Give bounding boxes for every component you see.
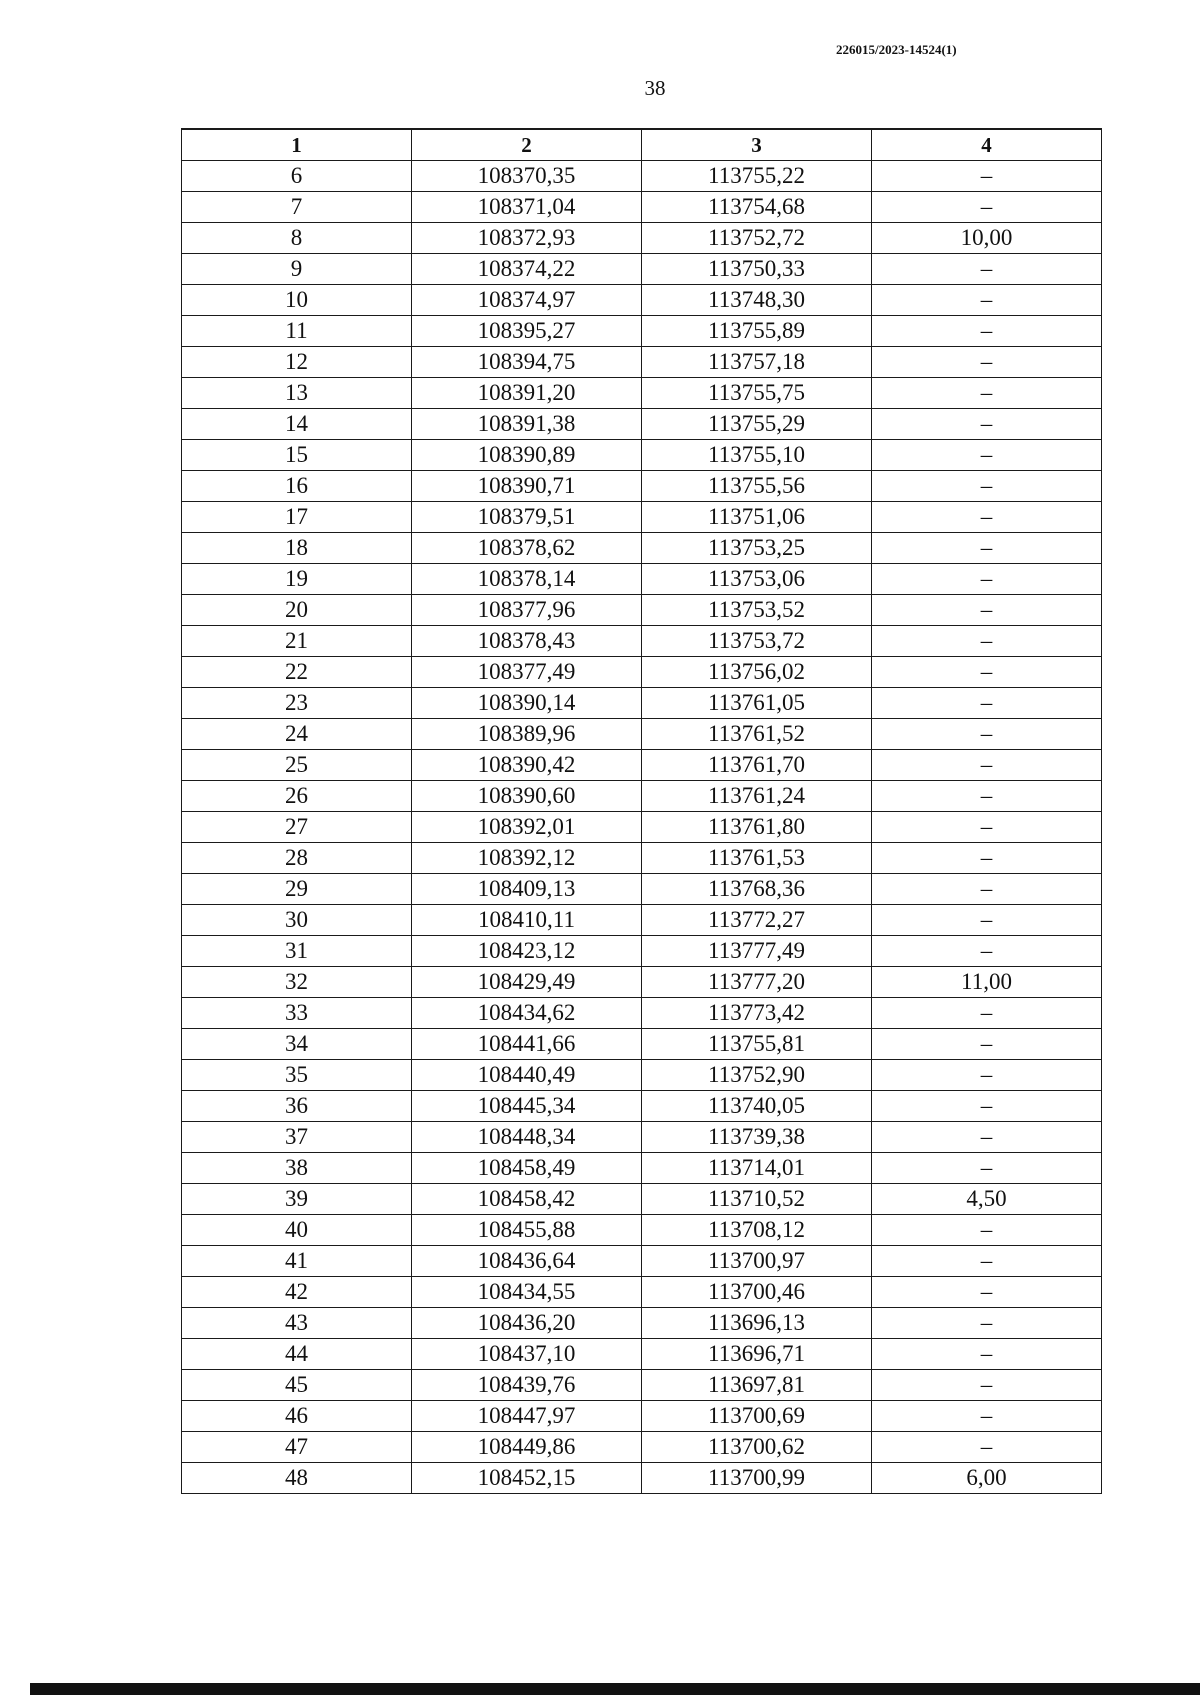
table-cell: 113777,49 <box>642 936 872 967</box>
table-cell: – <box>872 750 1102 781</box>
table-cell: 14 <box>182 409 412 440</box>
table-cell: 113761,05 <box>642 688 872 719</box>
table-cell: – <box>872 1091 1102 1122</box>
table-cell: 108391,20 <box>412 378 642 409</box>
table-cell: 4,50 <box>872 1184 1102 1215</box>
table-cell: 11 <box>182 316 412 347</box>
table-row <box>182 874 1102 905</box>
table-row <box>182 1091 1102 1122</box>
table-cell: 108377,96 <box>412 595 642 626</box>
table-cell: 108374,22 <box>412 254 642 285</box>
table-cell: 113755,22 <box>642 161 872 192</box>
table-cell: 113748,30 <box>642 285 872 316</box>
table-cell: 35 <box>182 1060 412 1091</box>
table-cell: 113752,90 <box>642 1060 872 1091</box>
coordinates-table <box>181 128 1102 1494</box>
page-bottom-edge <box>30 1683 1200 1695</box>
table-cell: 43 <box>182 1308 412 1339</box>
table-cell: 113700,99 <box>642 1463 872 1494</box>
table-cell: 9 <box>182 254 412 285</box>
table-cell: – <box>872 316 1102 347</box>
table-cell: 113740,05 <box>642 1091 872 1122</box>
table-cell: 113761,53 <box>642 843 872 874</box>
table-cell: 108372,93 <box>412 223 642 254</box>
table-cell: 108378,62 <box>412 533 642 564</box>
table-row <box>182 440 1102 471</box>
column-header: 2 <box>412 129 642 161</box>
table-row <box>182 1060 1102 1091</box>
table-cell: – <box>872 843 1102 874</box>
table-header-row <box>182 129 1102 161</box>
table-cell: 108440,49 <box>412 1060 642 1091</box>
table-cell: 113755,29 <box>642 409 872 440</box>
table-row <box>182 1370 1102 1401</box>
table-cell: 113753,52 <box>642 595 872 626</box>
table-cell: 113697,81 <box>642 1370 872 1401</box>
table-cell: 108441,66 <box>412 1029 642 1060</box>
table-cell: 47 <box>182 1432 412 1463</box>
table-cell: 28 <box>182 843 412 874</box>
table-cell: – <box>872 440 1102 471</box>
table-cell: – <box>872 1339 1102 1370</box>
table-cell: 108391,38 <box>412 409 642 440</box>
table-cell: 113751,06 <box>642 502 872 533</box>
table-cell: 108390,42 <box>412 750 642 781</box>
table-row <box>182 1246 1102 1277</box>
table-cell: – <box>872 1308 1102 1339</box>
table-cell: – <box>872 285 1102 316</box>
table-cell: 113700,62 <box>642 1432 872 1463</box>
table-cell: – <box>872 502 1102 533</box>
table-cell: 108436,20 <box>412 1308 642 1339</box>
table-cell: 113700,69 <box>642 1401 872 1432</box>
table-cell: 113777,20 <box>642 967 872 998</box>
table-cell: 113739,38 <box>642 1122 872 1153</box>
table-cell: 108390,60 <box>412 781 642 812</box>
table-cell: 113761,80 <box>642 812 872 843</box>
page-number: 38 <box>644 76 666 100</box>
table-cell: 108410,11 <box>412 905 642 936</box>
table-cell: 42 <box>182 1277 412 1308</box>
table-row <box>182 1153 1102 1184</box>
table-row <box>182 471 1102 502</box>
table-cell: 108434,62 <box>412 998 642 1029</box>
table-row <box>182 378 1102 409</box>
table-cell: 18 <box>182 533 412 564</box>
table-cell: 36 <box>182 1091 412 1122</box>
table-cell: 108448,34 <box>412 1122 642 1153</box>
table-cell: 108389,96 <box>412 719 642 750</box>
table-cell: 108395,27 <box>412 316 642 347</box>
table-row <box>182 843 1102 874</box>
table-cell: – <box>872 1060 1102 1091</box>
table-cell: 40 <box>182 1215 412 1246</box>
table-row <box>182 223 1102 254</box>
table-row <box>182 688 1102 719</box>
table-cell: 113754,68 <box>642 192 872 223</box>
table-cell: 21 <box>182 626 412 657</box>
table-row <box>182 533 1102 564</box>
table-row <box>182 1029 1102 1060</box>
table-cell: 108394,75 <box>412 347 642 378</box>
table-cell: 113700,97 <box>642 1246 872 1277</box>
table-cell: – <box>872 1215 1102 1246</box>
table-row <box>182 347 1102 378</box>
table-cell: 15 <box>182 440 412 471</box>
table-cell: 11,00 <box>872 967 1102 998</box>
table-cell: 113755,89 <box>642 316 872 347</box>
table-cell: 44 <box>182 1339 412 1370</box>
table-cell: 113710,52 <box>642 1184 872 1215</box>
table-cell: 23 <box>182 688 412 719</box>
table-row <box>182 1401 1102 1432</box>
table-row <box>182 285 1102 316</box>
table-cell: 29 <box>182 874 412 905</box>
table-cell: 113753,25 <box>642 533 872 564</box>
table-cell: 113761,24 <box>642 781 872 812</box>
table-cell: 108390,14 <box>412 688 642 719</box>
table-cell: 113761,52 <box>642 719 872 750</box>
table-cell: 108452,15 <box>412 1463 642 1494</box>
table-cell: – <box>872 254 1102 285</box>
table-row <box>182 626 1102 657</box>
table-cell: 108392,01 <box>412 812 642 843</box>
table-row <box>182 657 1102 688</box>
table-cell: 108378,43 <box>412 626 642 657</box>
table-cell: 108447,97 <box>412 1401 642 1432</box>
table-cell: 108437,10 <box>412 1339 642 1370</box>
table-cell: 108370,35 <box>412 161 642 192</box>
table-row <box>182 1184 1102 1215</box>
table-cell: – <box>872 1122 1102 1153</box>
table-cell: 113752,72 <box>642 223 872 254</box>
table-cell: – <box>872 657 1102 688</box>
table-cell: 108436,64 <box>412 1246 642 1277</box>
table-cell: 108377,49 <box>412 657 642 688</box>
column-header: 3 <box>642 129 872 161</box>
table-cell: 108378,14 <box>412 564 642 595</box>
table-cell: 108455,88 <box>412 1215 642 1246</box>
table-cell: 113700,46 <box>642 1277 872 1308</box>
table-cell: 7 <box>182 192 412 223</box>
table-row <box>182 564 1102 595</box>
table-cell: 113753,72 <box>642 626 872 657</box>
table-cell: – <box>872 719 1102 750</box>
table-cell: 108439,76 <box>412 1370 642 1401</box>
table-row <box>182 750 1102 781</box>
table-cell: – <box>872 595 1102 626</box>
table-cell: 113753,06 <box>642 564 872 595</box>
table-cell: 108434,55 <box>412 1277 642 1308</box>
table-cell: – <box>872 626 1102 657</box>
table-row <box>182 998 1102 1029</box>
table-cell: 13 <box>182 378 412 409</box>
table-cell: 113755,10 <box>642 440 872 471</box>
table-cell: 45 <box>182 1370 412 1401</box>
table-row <box>182 1463 1102 1494</box>
table-cell: 17 <box>182 502 412 533</box>
table-cell: 113708,12 <box>642 1215 872 1246</box>
table-cell: – <box>872 688 1102 719</box>
table-cell: 19 <box>182 564 412 595</box>
table-cell: 108379,51 <box>412 502 642 533</box>
table-row <box>182 1339 1102 1370</box>
table-cell: 22 <box>182 657 412 688</box>
table-cell: 113773,42 <box>642 998 872 1029</box>
table-cell: – <box>872 1029 1102 1060</box>
table-cell: 31 <box>182 936 412 967</box>
table-row <box>182 192 1102 223</box>
table-cell: 38 <box>182 1153 412 1184</box>
table-cell: 39 <box>182 1184 412 1215</box>
table-cell: 113755,75 <box>642 378 872 409</box>
table-row <box>182 936 1102 967</box>
table-cell: – <box>872 378 1102 409</box>
table-cell: 113696,71 <box>642 1339 872 1370</box>
table-cell: 8 <box>182 223 412 254</box>
table-cell: – <box>872 564 1102 595</box>
table-cell: 32 <box>182 967 412 998</box>
table-cell: 113756,02 <box>642 657 872 688</box>
table-cell: – <box>872 905 1102 936</box>
table-row <box>182 967 1102 998</box>
table-cell: 27 <box>182 812 412 843</box>
table-cell: – <box>872 347 1102 378</box>
table-cell: 12 <box>182 347 412 378</box>
table-cell: 10 <box>182 285 412 316</box>
table-row <box>182 1308 1102 1339</box>
table-cell: 113772,27 <box>642 905 872 936</box>
table-cell: 108371,04 <box>412 192 642 223</box>
table-cell: – <box>872 409 1102 440</box>
table-row <box>182 502 1102 533</box>
table-cell: 113696,13 <box>642 1308 872 1339</box>
table-row <box>182 719 1102 750</box>
table-cell: 26 <box>182 781 412 812</box>
table-cell: 113755,81 <box>642 1029 872 1060</box>
column-header: 1 <box>182 129 412 161</box>
table-cell: 20 <box>182 595 412 626</box>
table-cell: – <box>872 1432 1102 1463</box>
table-cell: 108423,12 <box>412 936 642 967</box>
table-row <box>182 1215 1102 1246</box>
table-cell: – <box>872 1401 1102 1432</box>
table-row <box>182 1122 1102 1153</box>
table-cell: 30 <box>182 905 412 936</box>
table-cell: 34 <box>182 1029 412 1060</box>
table-row <box>182 316 1102 347</box>
table-body <box>182 161 1102 1494</box>
table-cell: 108429,49 <box>412 967 642 998</box>
table-cell: 113768,36 <box>642 874 872 905</box>
table-cell: 108449,86 <box>412 1432 642 1463</box>
table-row <box>182 254 1102 285</box>
table-cell: 113755,56 <box>642 471 872 502</box>
table-cell: 108392,12 <box>412 843 642 874</box>
table-cell: – <box>872 1246 1102 1277</box>
table-cell: – <box>872 781 1102 812</box>
table-cell: – <box>872 533 1102 564</box>
table-cell: 108458,42 <box>412 1184 642 1215</box>
table-cell: 48 <box>182 1463 412 1494</box>
table-cell: – <box>872 936 1102 967</box>
table-cell: – <box>872 1277 1102 1308</box>
table-cell: – <box>872 161 1102 192</box>
table-cell: 37 <box>182 1122 412 1153</box>
table-cell: 108445,34 <box>412 1091 642 1122</box>
table-cell: 113757,18 <box>642 347 872 378</box>
table-row <box>182 1277 1102 1308</box>
table-cell: – <box>872 812 1102 843</box>
table-row <box>182 161 1102 192</box>
table-cell: – <box>872 874 1102 905</box>
table-cell: 108458,49 <box>412 1153 642 1184</box>
table-cell: 113761,70 <box>642 750 872 781</box>
table-cell: 6,00 <box>872 1463 1102 1494</box>
table-cell: 108390,71 <box>412 471 642 502</box>
table-cell: 16 <box>182 471 412 502</box>
table-cell: 41 <box>182 1246 412 1277</box>
table-cell: – <box>872 192 1102 223</box>
table-cell: 108409,13 <box>412 874 642 905</box>
table-cell: – <box>872 998 1102 1029</box>
column-header: 4 <box>872 129 1102 161</box>
table-cell: 24 <box>182 719 412 750</box>
table-row <box>182 595 1102 626</box>
table-cell: 46 <box>182 1401 412 1432</box>
table-cell: 108390,89 <box>412 440 642 471</box>
table-cell: – <box>872 471 1102 502</box>
table-cell: 25 <box>182 750 412 781</box>
table-cell: 113714,01 <box>642 1153 872 1184</box>
table-cell: – <box>872 1153 1102 1184</box>
document-number: 226015/2023-14524(1) <box>836 42 957 57</box>
table-row <box>182 409 1102 440</box>
table-cell: 10,00 <box>872 223 1102 254</box>
table-row <box>182 781 1102 812</box>
table-row <box>182 812 1102 843</box>
table-cell: 108374,97 <box>412 285 642 316</box>
table-cell: – <box>872 1370 1102 1401</box>
table-cell: 33 <box>182 998 412 1029</box>
table-cell: 113750,33 <box>642 254 872 285</box>
table-row <box>182 905 1102 936</box>
table-row <box>182 1432 1102 1463</box>
table-cell: 6 <box>182 161 412 192</box>
